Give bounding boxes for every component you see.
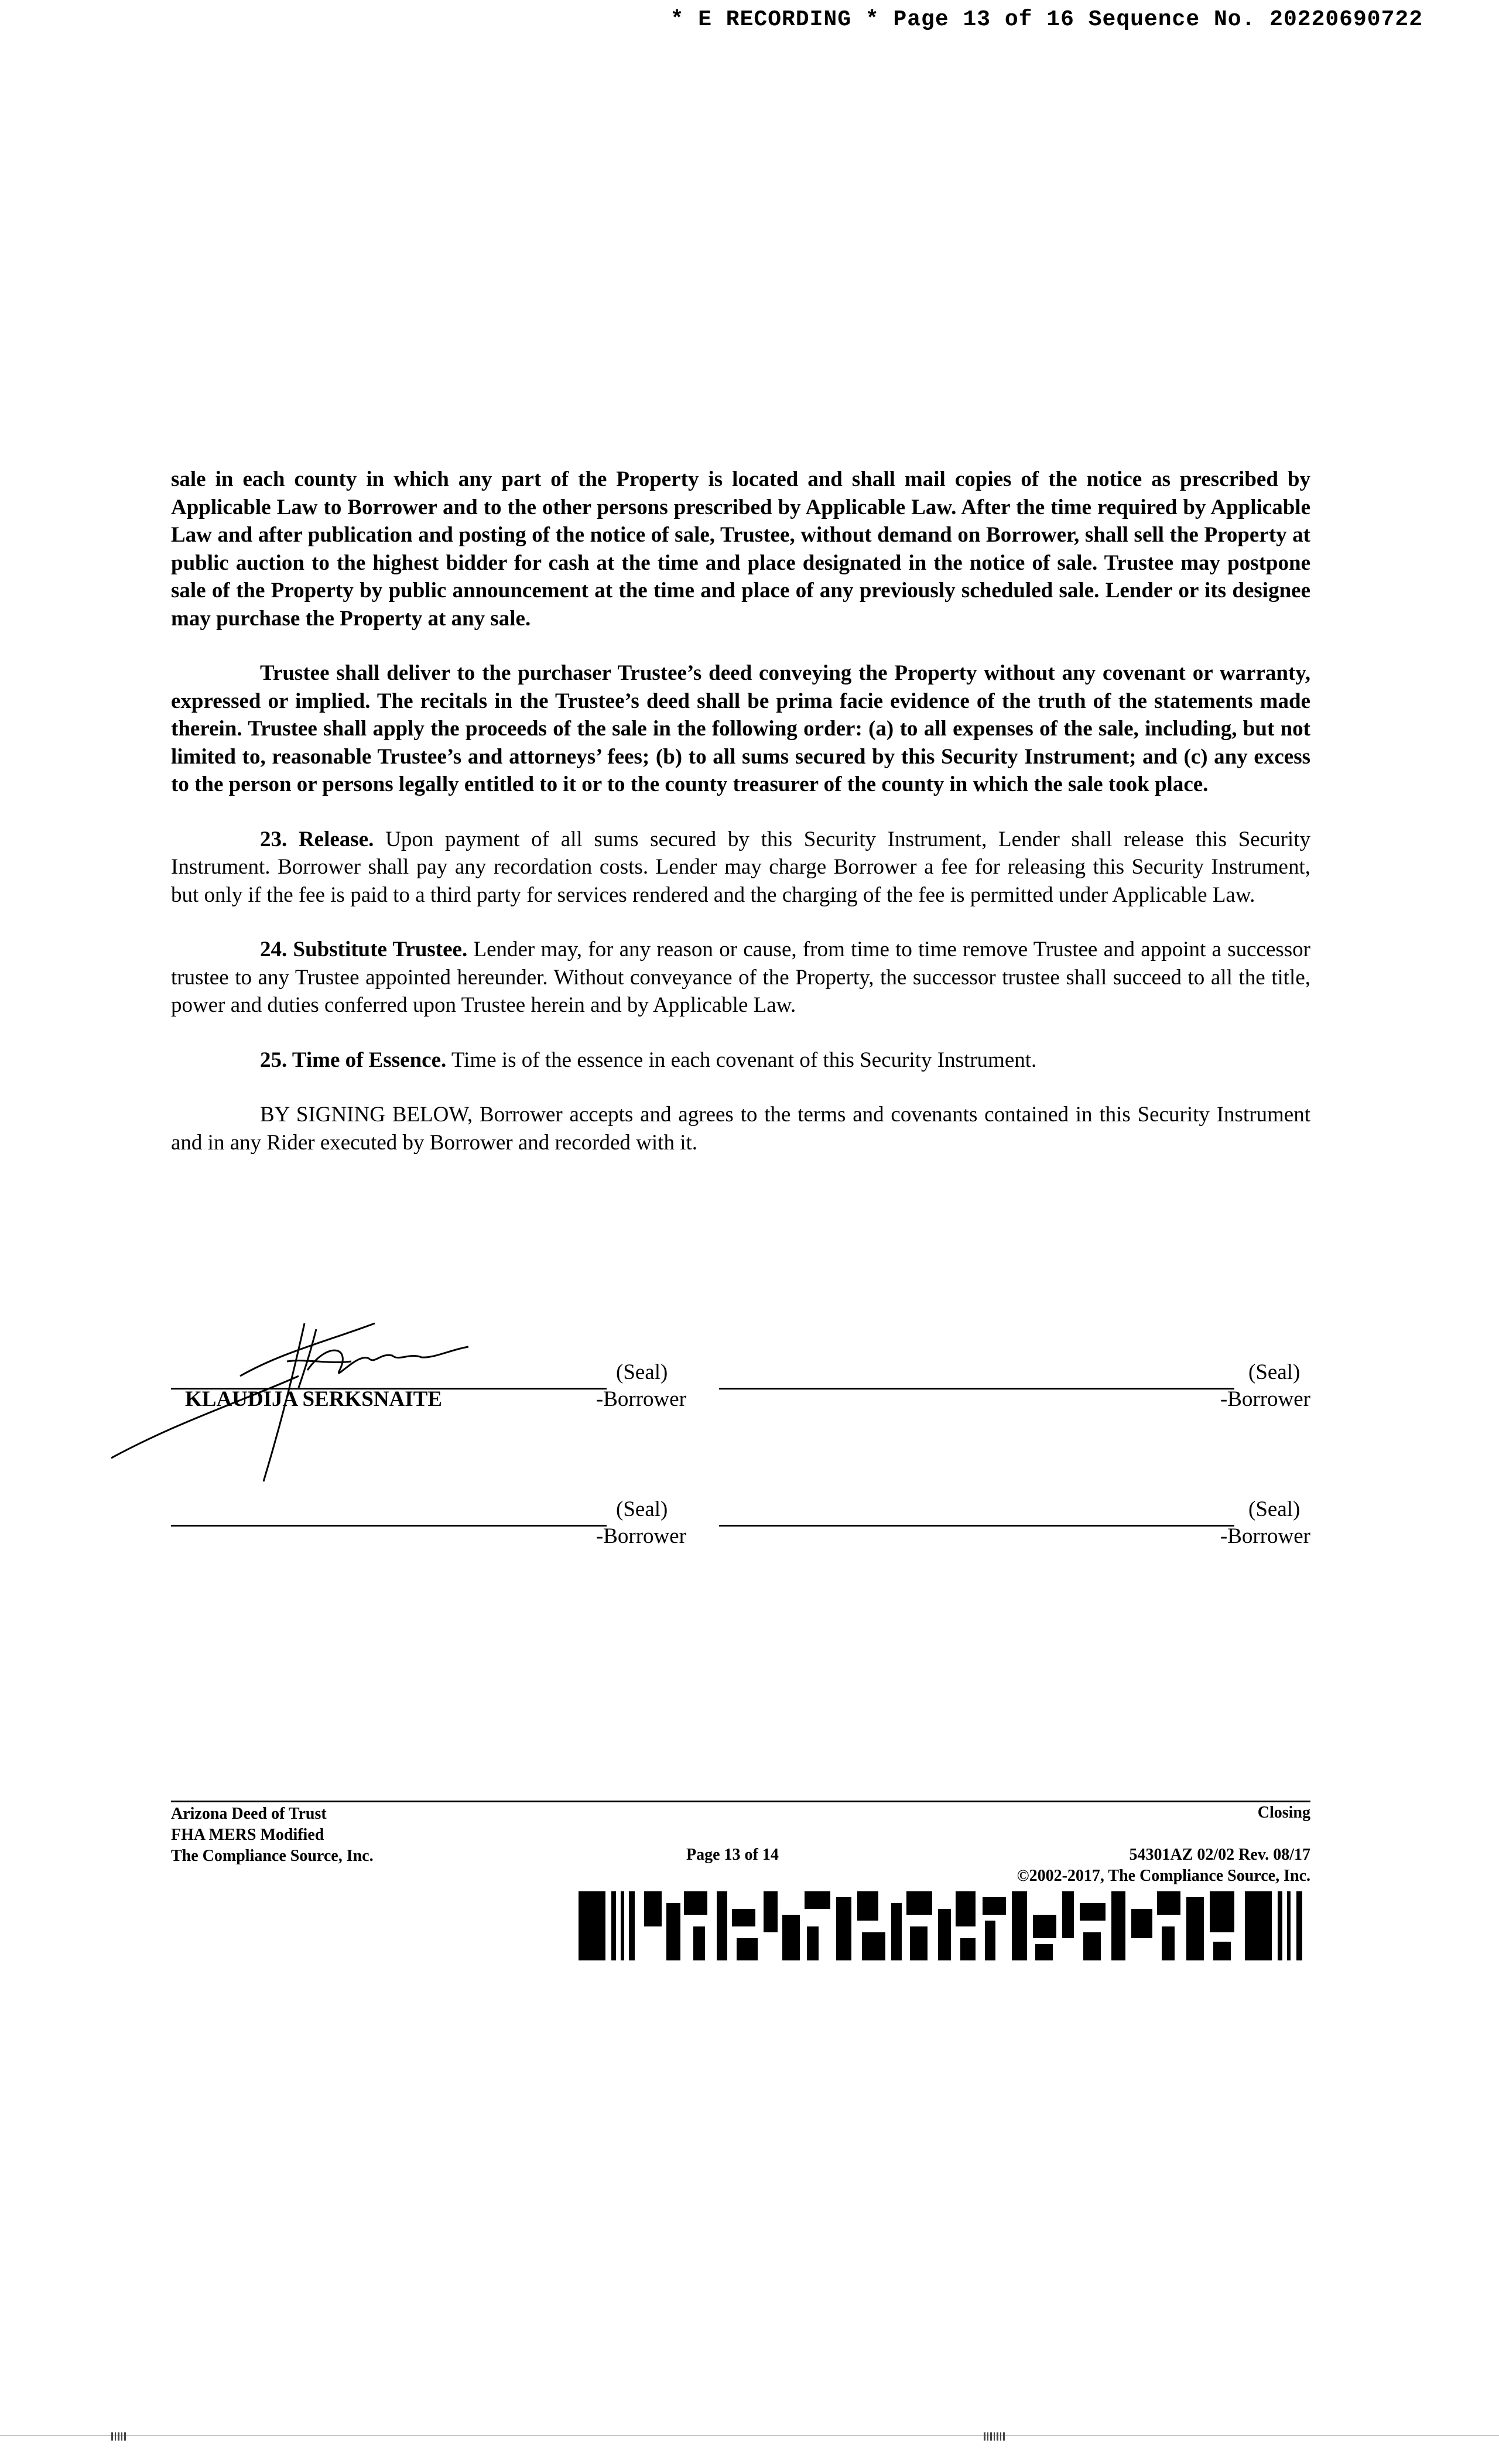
seal-label: (Seal) bbox=[1248, 1360, 1300, 1384]
signature-block-3 bbox=[171, 1491, 686, 1561]
footer-page-number: Page 13 of 14 bbox=[686, 1846, 779, 1864]
footer-form-number: 54301AZ 02/02 Rev. 08/17 bbox=[1129, 1846, 1310, 1864]
section-23-text: Upon payment of all sums secured by this Security Instrument, Lender shall release this Security Instrument. Borrower shall pay any recordation costs. Lender may charge Borrower a fee for releasing this Security Instrument, but only if the fee is paid to a third party for services rendered and the charging of the fee is permitted under Applicable Law. bbox=[171, 827, 1310, 907]
seal-label: (Seal) bbox=[1248, 1497, 1300, 1521]
borrower-role-label: -Borrower bbox=[1220, 1524, 1310, 1548]
paragraph-sale-notice: sale in each county in which any part of the Property is located and shall mail copies of the notice as prescribed by Applicable Law to Borrower and to the other persons prescribed by Applicable Law. After the time required by Applicable Law and after publication and posting of the notice of sale, Trustee, without demand on Borrower, shall sell the Property at public auction to the highest bidder for cash at the time and place designated in the notice of sale. Trustee may postpone sale of the Property by public announcement at the time and place of any previously scheduled sale. Lender or its designee may purchase the Property at any sale. bbox=[171, 467, 1310, 631]
borrower-role-label: -Borrower bbox=[596, 1387, 686, 1411]
footer-divider bbox=[171, 1801, 1310, 1802]
barcode-image bbox=[579, 1891, 1310, 1960]
footer-doc-subtitle: FHA MERS Modified bbox=[171, 1826, 324, 1844]
borrower-name: KLAUDIJA SERKSNAITE bbox=[185, 1387, 442, 1411]
footer-stage: Closing bbox=[1257, 1803, 1310, 1822]
signature-line bbox=[719, 1388, 1234, 1390]
document-body bbox=[171, 466, 1310, 1183]
signing-statement: BY SIGNING BELOW, Borrower accepts and agrees to the terms and covenants contained in this Security Instrument and in any Rider executed by Borrower and recorded with it. bbox=[171, 1103, 1310, 1155]
section-25-heading: 25. Time of Essence. bbox=[260, 1048, 447, 1072]
section-25-text: Time is of the essence in each covenant of this Security Instrument. bbox=[446, 1048, 1037, 1072]
section-23-release bbox=[171, 826, 1310, 909]
seal-label: (Seal) bbox=[616, 1497, 668, 1521]
footer-doc-title: Arizona Deed of Trust bbox=[171, 1805, 327, 1823]
footer-document-info bbox=[171, 1803, 374, 1867]
footer-company: The Compliance Source, Inc. bbox=[171, 1847, 374, 1865]
signature-line bbox=[719, 1525, 1234, 1527]
borrower-role-label: -Borrower bbox=[1220, 1387, 1310, 1411]
section-24-heading: 24. Substitute Trustee. bbox=[260, 937, 468, 961]
signature-block-4 bbox=[719, 1491, 1310, 1561]
recording-stamp: * E RECORDING * Page 13 of 16 Sequence No. 20220690722 bbox=[670, 7, 1423, 32]
paragraph-trustee-deed: Trustee shall deliver to the purchaser Trustee’s deed conveying the Property without any covenant or warranty, expressed or implied. The recitals in the Trustee’s deed shall be prima facie evidence of the truth of the statements made therein. Trustee shall apply the proceeds of the sale in the following order: (a) to all expenses of the sale, including, but not limited to, reasonable Trustee’s and attorneys’ fees; (b) to all sums secured by this Security Instrument; and (c) any excess to the person or persons legally entitled to it or to the county treasurer of the county in which the sale took place. bbox=[171, 661, 1310, 796]
borrower-role-label: -Borrower bbox=[596, 1524, 686, 1548]
scan-artifact-strip bbox=[0, 2430, 1499, 2442]
handwritten-signature bbox=[105, 1306, 480, 1505]
section-24-substitute-trustee bbox=[171, 936, 1310, 1019]
signature-block-2 bbox=[719, 1354, 1310, 1424]
section-25-time-of-essence bbox=[171, 1046, 1310, 1074]
section-23-heading: 23. Release. bbox=[260, 827, 374, 851]
signature-line bbox=[171, 1525, 607, 1527]
section-24-text: Lender may, for any reason or cause, from time to time remove Trustee and appoint a successor trustee to any Trustee appointed hereunder. Without conveyance of the Property, the successor trustee shall succeed to all the title, power and duties conferred upon Trustee herein and by Applicable Law. bbox=[171, 937, 1310, 1017]
footer-copyright: ©2002-2017, The Compliance Source, Inc. bbox=[1017, 1867, 1310, 1885]
seal-label: (Seal) bbox=[616, 1360, 668, 1384]
